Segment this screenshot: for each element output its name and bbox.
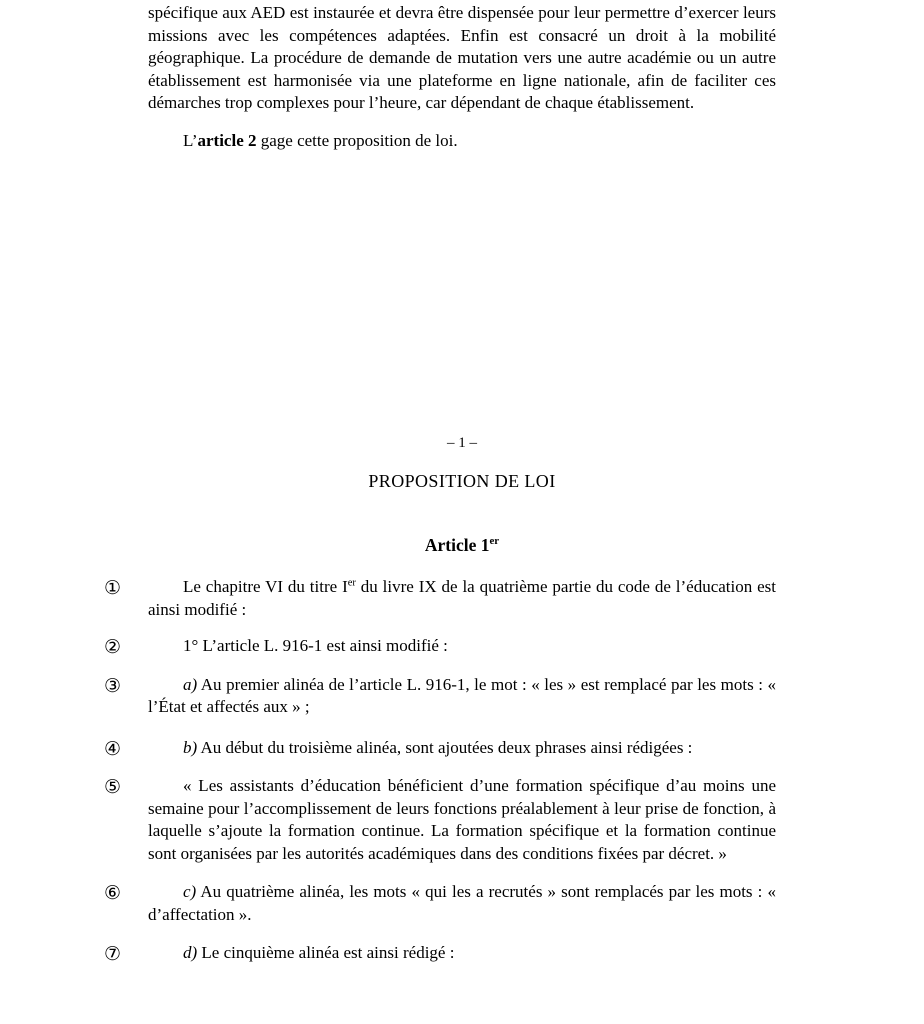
alinea-4-text: Au début du troisième alinéa, sont ajoutées deux phrases ainsi rédigées : bbox=[197, 737, 693, 757]
alinea-3-marker: a) bbox=[183, 674, 198, 694]
alinea-6-text: Au quatrième alinéa, les mots « qui les a recrutés » sont remplacés par les mots : « d’affectation ». bbox=[148, 882, 776, 924]
alinea-6-marker: c) bbox=[183, 882, 197, 901]
intro-paragraph: spécifique aux AED est instaurée et devra être dispensée pour leur permettre d’exercer leurs missions avec les compétences adaptées. Enfin est consacré un droit à la mobilité géographique. La procédure de demande de mutation vers une autre académie ou un autre établissement est harmonisée via une plateforme en ligne nationale, afin de faciliter ces démarches trop complexes pour l’heure, car dépendant de chaque établissement. bbox=[148, 3, 776, 112]
alinea-3 bbox=[104, 674, 776, 719]
document-title: PROPOSITION DE LOI bbox=[368, 471, 556, 491]
article2-line bbox=[148, 130, 776, 153]
alinea-4-marker: b) bbox=[183, 737, 198, 757]
alinea-1-text: Le chapitre VI du titre I bbox=[183, 577, 348, 596]
alinea-5-text: « Les assistants d’éducation bénéficient d’une formation spécifique d’au moins une semaine pour l’accomplissement de leurs fonctions préalablement à leur prise de fonction, à laquelle s’ajoute la formation continue. La formation spécifique et la formation continue sont organisées par les autorités académiques dans des conditions fixées par décret. » bbox=[148, 776, 776, 863]
alinea-7 bbox=[104, 942, 776, 965]
alinea-2-number: ② bbox=[104, 636, 122, 658]
alinea-2-text: 1° L’article L. 916-1 est ainsi modifié : bbox=[183, 636, 448, 655]
alinea-7-number: ⑦ bbox=[104, 943, 122, 965]
alinea-6-number: ⑥ bbox=[104, 882, 122, 904]
article2-pre: L’ bbox=[183, 130, 198, 150]
alinea-1-number: ① bbox=[104, 577, 122, 599]
alinea-7-marker: d) bbox=[183, 943, 198, 962]
alinea-7-text: Le cinquième alinéa est ainsi rédigé : bbox=[197, 943, 455, 962]
article-heading-text: Article 1 bbox=[424, 535, 490, 555]
alinea-1-text-cont: du livre IX de la quatrième partie du code de l’éducation est ainsi modifié : bbox=[148, 577, 777, 619]
alinea-3-number: ③ bbox=[104, 674, 122, 697]
alinea-1-superscript: er bbox=[347, 577, 356, 589]
alinea-5 bbox=[104, 775, 776, 865]
alinea-3-text: Au premier alinéa de l’article L. 916-1, le mot : « les » est remplacé par les mots : « l’État et affectés aux » ; bbox=[148, 674, 776, 716]
alinea-1 bbox=[104, 576, 777, 621]
alinea-6 bbox=[104, 881, 776, 926]
alinea-4 bbox=[104, 737, 776, 760]
alinea-2 bbox=[104, 635, 776, 658]
text-column bbox=[104, 2, 777, 965]
article-heading bbox=[148, 534, 776, 556]
alinea-5-number: ⑤ bbox=[104, 776, 122, 798]
article-heading-superscript: er bbox=[489, 535, 500, 548]
page-number: – 1 – bbox=[447, 435, 477, 451]
article2-post: gage cette proposition de loi. bbox=[256, 130, 458, 150]
article2-ref: article 2 bbox=[197, 130, 257, 150]
alinea-4-number: ④ bbox=[104, 737, 122, 760]
